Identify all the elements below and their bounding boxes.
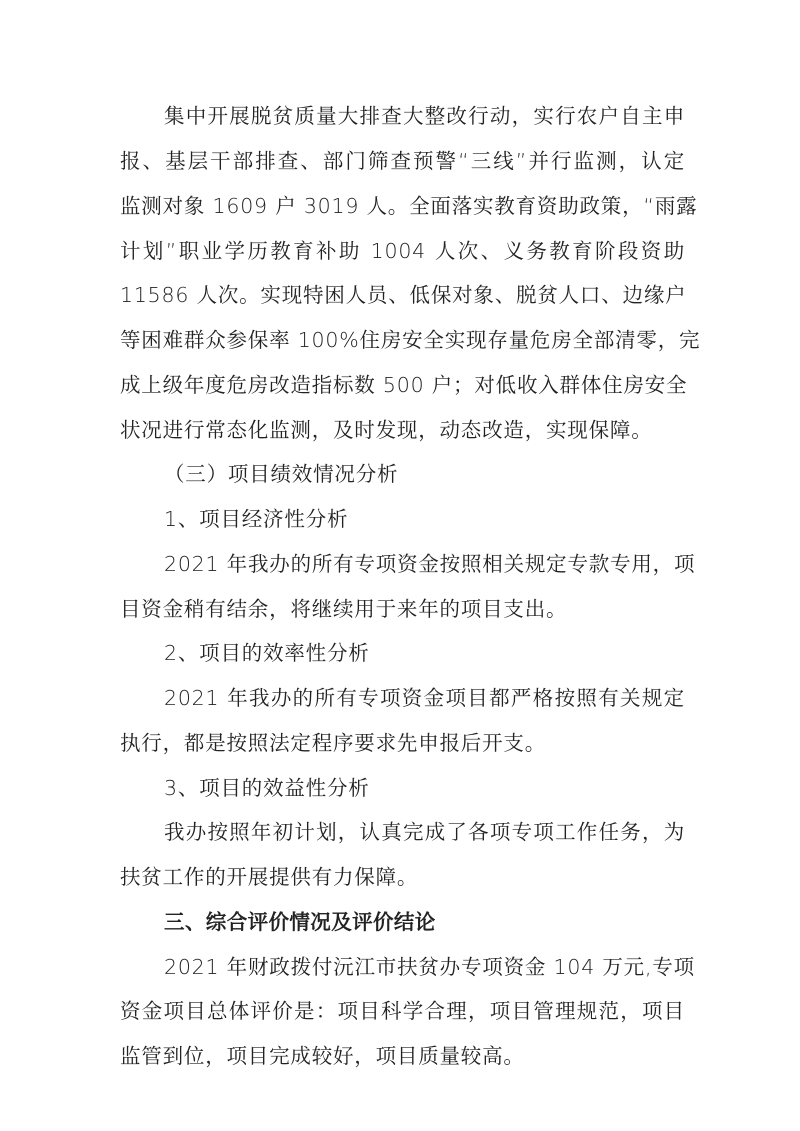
paragraph-line: 我办按照年初计划，认真完成了各项专项工作任务，为 <box>164 820 685 844</box>
paragraph-line: 监测对象 1609 户 3019 人。全面落实教育资助政策，“雨露 <box>120 194 698 218</box>
paragraph-line: 2021 年我办的所有专项资金按照相关规定专款专用，项 <box>164 552 696 576</box>
section-heading: （三）项目绩效情况分析 <box>164 462 399 486</box>
chapter-heading: 三、综合评价情况及评价结论 <box>164 910 436 934</box>
item-heading: 1、项目经济性分析 <box>164 507 349 531</box>
paragraph-line: 资金项目总体评价是：项目科学合理，项目管理规范，项目 <box>120 999 685 1023</box>
paragraph-line: 11586 人次。实现特困人员、低保对象、脱贫人口、边缘户 <box>120 283 687 307</box>
paragraph-line: 等困难群众参保率 100%住房安全实现存量危房全部清零，完 <box>120 328 701 352</box>
paragraph-line: 成上级年度危房改造指标数 500 户；对低收入群体住房安全 <box>120 373 688 397</box>
paragraph-line: 状况进行常态化监测，及时发现，动态改造，实现保障。 <box>120 418 653 442</box>
paragraph-line: 扶贫工作的开展提供有力保障。 <box>120 865 419 889</box>
item-heading: 3、项目的效益性分析 <box>164 776 370 800</box>
paragraph-line: 集中开展脱贫质量大排查大整改行动，实行农户自主申 <box>164 104 685 128</box>
paragraph-line: 监管到位，项目完成较好，项目质量较高。 <box>120 1044 525 1068</box>
item-heading: 2、项目的效率性分析 <box>164 641 370 665</box>
paragraph-line: 报、基层干部排查、部门筛查预警“三线”并行监测，认定 <box>120 149 685 173</box>
paragraph-line: 2021 年财政拨付沅江市扶贫办专项资金 104 万元,专项 <box>164 955 695 979</box>
paragraph-line: 2021 年我办的所有专项资金项目都严格按照有关规定 <box>164 686 685 710</box>
paragraph-line: 目资金稍有结余，将继续用于来年的项目支出。 <box>120 597 568 621</box>
paragraph-line: 执行，都是按照法定程序要求先申报后开支。 <box>120 731 546 755</box>
paragraph-line: 计划”职业学历教育补助 1004 人次、义务教育阶段资助 <box>120 239 685 263</box>
